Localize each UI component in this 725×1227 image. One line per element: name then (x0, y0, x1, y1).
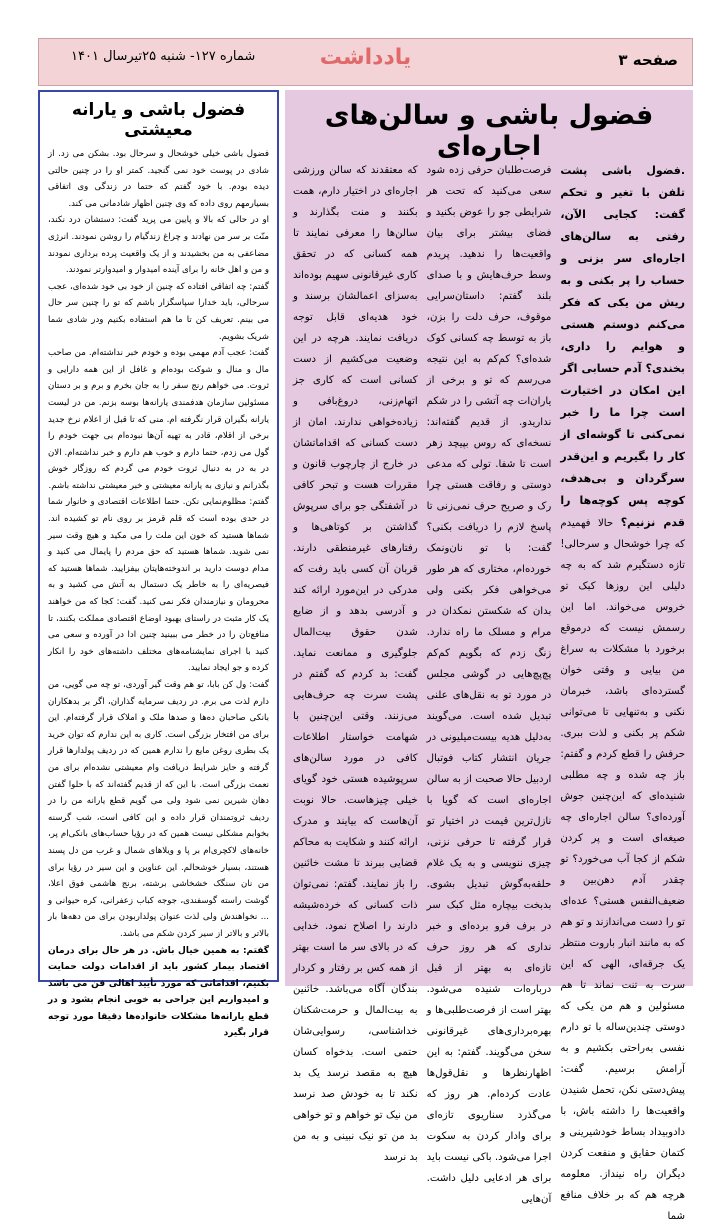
main-article-columns (292, 160, 685, 1222)
article-column-1-text: حالا فهمیدم که چرا خوشحال و سرحالی! تازه دستگیرم شد که به چه دلیلی این روزها کبک تو خروس می‌خواند. اما این رسمش نیست که درموقع برخورد با مشکلات به سراغ من بیایی و وقتی خوان گسترده‌ای باشد، خبرمان نکنی و به‌تنهایی تا می‌توانی شکم پر بکنی و لذت ببری. حرفش را قطع کردم و گفتم: باز چه شده و چه مطلبی شنیده‌ای که این‌چنین جوش آورده‌ای؟ سالن اجاره‌ای چه صیغه‌ای است و پر کردن شکم از کجا آب می‌خورد؟ تو چقدر آدم دهن‌بین و ضعیف‌النفس هستی؟ عده‌ای تو را دست می‌اندازند و تو هم که به مانند انبار باروت منتظر یک جرقه‌ای، الهی که این سرت به تنت نماند تا هم مسئولین و هم من یکی که دوستی چندین‌ساله با تو دارم نفسی به‌راحتی بکشیم و به آرامش برسیم. گفت: پیش‌دستی نکن، تحمل شنیدن واقعیت‌ها را داشته باش، با دادوبیداد بساط خودشیرینی و کتمان حقایق و منفعت کردن دیگران راه نینداز. معلومه هرچه هم که بر خلاف منافع شما (560, 518, 685, 1222)
article-column-2-text: فرصت‌طلبان حرفی زده شود سعی می‌کنید که تحت هر شرایطی جو را عوض بکنید و فضای بیشتر برای بیان واقعیت‌ها را ندهید. پریدم وسط حرف‌هایش و با صدای بلند گفتم: داستان‌سرایی موقوف، حرف دلت را بزن، باز به توسط چه کسانی کوک شده‌ای؟ کم‌کم به این نتیجه می‌رسم که تو و برخی از یاران‌ات چه آتشی را در شکم نداریدو. از قدیم گفته‌اند: نسخه‌ای که روس بپیچد زهر است تا شفا. تولی که مدعی دوستی و رفاقت هستی چرا رک و صریح حرف نمی‌زنی تا پاسخ لازم را دریافت بکنی؟ گفت: با تو نان‌ونمک خورده‌ام، مختاری که هر طور می‌خواهی فکر بکنی ولی بدان که شکستن نمکدان در مرام و مسلک ما راه ندارد. زنگ زدم که بگویم کم‌کم پچ‌پچ‌هایی در گوشی مجلس در مورد تو به نقل‌های علنی تبدیل شده است. می‌گویند به‌دلیل هدیه بیست‌میلیونی در جریان انتشار کتاب فوتبال اردبیل حالا صحبت از به سالن اجاره‌ای است که گویا با نازل‌ترین قیمت در اختیار تو قرار گرفته تا حرفی نزنی، چیزی ننویسی و به یک غلام حلقه‌به‌گوش تبدیل بشوی. بدبخت بیچاره مثل کبک سر در برف فرو برده‌ای و خبر نداری که هر روز حرف تازه‌ای به بهتر از قبل درباره‌ات شنیده می‌شود. بهتر است از فرصت‌طلبی‌ها و بهره‌برداری‌های غیرقانونی سخن می‌گویند. گفتم: به این اظهارنظرها و نقل‌قول‌ها عادت کرده‌ام. هر روز که می‌گذرد سناریوی تازه‌ای برای وادار کردن به سکوت اجرا می‌شود. باکی نیست باید برای هر ادعایی دلیل داشت. آن‌هایی (426, 165, 552, 1205)
side-article-title: فضول باشی و یارانه معیشتی (71, 100, 246, 140)
side-paragraph: گفتم: چه اتفاقی افتاده که چنین از خود بی خود شده‌ای، عجب سرحالی، باید خدارا سپاسگزار باشم که تو را چنین سر حال می بینم. تعریف کن تا ما هم استفاده بکنیم ودر شادی شما شریک بشویم. (48, 281, 269, 342)
issue-info: شماره ۱۲۷- شنبه ۲۵تیرسال ۱۴۰۱ (71, 49, 256, 64)
page-header (38, 38, 693, 86)
article-column-3 (292, 160, 418, 1163)
main-article-title: فضول باشی و سالن‌های اجاره‌ای (324, 100, 654, 162)
side-paragraph: او در حالی که بالا و پایین می پرید گفت: دستشان درد نکند، منّت بر سر من نهادند و چراغ زندگیام را روشن نمودند. انرژی مضاعفی به من بخشیدند و از یک واقعیت پرده برداری نمودند و من و اهل خانه را برای آینده امیدوار و امیدوارتر نمودند. (48, 215, 269, 276)
side-paragraph-conclusion: گفتم: به همین خیال باش. در هر حال برای درمان اقتصاد بیمار کشور باید از اقدامات دولت حمایت بکنیم، اقداماتی که مورد تأیید اهالی فن می باشد و امیدواریم این جراحی به خوبی انجام بشود و در قطع یارانه‌ها مشکلات خانواده‌ها دقیقا مورد توجه قرار بگیرد (48, 945, 269, 1039)
side-paragraph: گفت: ول کن بابا، تو هم وقت گیر آوردی، تو چه می گویی، من دارم لذت می برم. در ردیف سرمایه گذاران، اگر بر بدهکاران بانکی صاحبان ده‌ها و صدها ملک و املاک قرار گرفته‌ام. این برای من افتخار بزرگی است. کاری به این ندارم که توان خرید یک بطری روغن مایع را ندارم همین که در ردیف پولدارها قرار گرفته و حایز شرایط دریافت وام معیشتی نشده‌ام برای من نعمت بزرگی است. با این که از قدیم گفته‌اند که با حلوا گفتن دهان شیرین نمی شود ولی می گویم قطع یارانه من را در ردیف ثروتمندان قرار داده و این کافی است، شب گرسنه بخوابم مشکلی نیست همین که در رؤیا حساب‌های بانکی‌ام پر، خانه‌های لاکچری‌ام بر پا و ویلاهای شمال و غرب من دل پسند هستند، بسیار خوشحالم. این عناوین و این سیر در رؤیا برای من نان سنگک خشخاشی برشته، برنج هاشمی فوق اعلا، گوشت راسته گوسفندی، جوجه کباب زعفرانی، کره حیوانی و ... نخواهندش ولی لذت عنوان پولداربودن برای من دهه‌ها بار بالاتر و بالاتر از سیر کردن شکم می باشد. (48, 680, 269, 939)
side-article-box (38, 90, 279, 1039)
side-paragraph: گفتم: مظلوم‌نمایی نکن. حتما اطلاعات اقتصادی و خانوار شما در حدی بوده است که قلم قرمز بر روی نام تو کشیده اند. شماها هستید که خون این ملت را می مکید و هیچ وقت سیر نمی شوید. شماها هستید که حق مردم را پایمال می کنید و مدام دوست دارید بر اندوخته‌هایتان بیفزایید. شماها هستید که فیصریه‌ای را به خاطر یک دستمال به آتش می کشید و به محرومان و نیازمندان فکر نمی کنید. گفت: کجا که من خواهند یک کار مثبت در راستای بهبود اوضاع اقتصادی مملکت بکنند، تا منافع‌تان را در خطر می ببینید چنین ادا در آورده و سعی می کنید با اجرای نمایشنامه‌های مختلف داشته‌های خود را انکار کرده و جو ایجاد نمایید. (48, 497, 269, 674)
article-column-3-text: که معتقدند که سالن ورزشی اجاره‌ای در اختیار دارم، همت بکنند و منت بگذارند و سالن‌ها را معرفی نمایند تا همه کسانی که در تحقق کاری غیرقانونی سهیم بوده‌اند به‌سزای اعمالشان برسند و خود هدیه‌ای قابل توجه دریافت نمایند. هرچه در این وضعیت می‌کشیم از دست کسانی است که کاری جز اتهام‌زنی، دروغ‌بافی و زیاده‌خواهی ندارند. امان از دست کسانی که اقداماتشان در خارج از چارچوب قانون و مقررات هست و تبحر کافی در آشفتگی جو برای سرپوش گذاشتن بر کوتاهی‌ها و رفتارهای غیرمنطقی دارند. قربان آن کسی باید رفت که مدرکی در این‌مورد ارائه کند و آدرسی بدهد و از ضایع شدن حقوق بیت‌المال جلوگیری و ممانعت نماید. گفت: بد کردم که گفتم در پشت سرت چه حرف‌هایی می‌زنند. وقتی این‌چنین با شهامت خواستار اطلاعات کافی در مورد سالن‌های سرپوشیده هستی خود گویای خیلی چیزهاست. حالا نوبت آن‌هاست که بیایند و مدرک ارائه کنند و شکایت به محاکم قضایی ببرند تا مشت خائنین را باز نمایند. گفتم: نمی‌توان ذات کسانی که خرده‌شیشه دارند را اصلاح نمود. خدایی که در بالای سر ما است بهتر از همه کس بر رفتار و کردار بندگان آگاه می‌باشد. خائنین به بیت‌المال و حرمت‌شکنان خداشناسی، رسوایی‌شان حتمی است. بدخواه کسان هیچ به مقصد نرسد یک بد نکند تا به خودش صد نرسد من نیک تو خواهم و تو خواهی بد من تو نیک نبینی و به من بد نرسد (292, 165, 418, 1163)
side-paragraph: فضول باشی خیلی خوشحال و سرحال بود. بشکن می زد. از شادی در پوست خود نمی گنجید. کمتر او را در چنین حالتی دیده بودم. با خود گفتم که حتما در زندگی وی اتفاقی بسیارمهم روی داده که وی چنین اظهار شادمانی می کند. (48, 149, 269, 209)
section-title: یادداشت (319, 45, 412, 70)
main-article (285, 90, 693, 1222)
article-column-2 (426, 160, 552, 1205)
side-article-body (48, 146, 269, 1042)
side-paragraph: گفت: عجب آدم مهمی بوده و خودم خبر نداشته‌ام. من صاحب مال و منال و شوکت بوده‌ام و غافل از این همه دارایی و ثروت. می خواهم رنج سفر را به جان بخرم و برم و بر دستان مسئولین سازمان هدفمندی یارانه‌ها بوسه بزنم. من در لیست یارانه بگیران قرار نگرفته ام. منی که تا قبل از اعلام نرخ جدید برخی از اقلام، قادر به تهیه آن‌ها نبوده‌ام بی جهت خودم را گول می زدم، حتما دارم و خوب هم دارم و خبر نداشته‌ام. الان در به در به دنبال ثروت خودم می گردم که روزگار خوش بگذرانم و نیازی به یارانه معیشتی و خبر معیشتی نداشته باشم. (48, 348, 269, 491)
page-number: صفحه ۳ (618, 51, 678, 69)
article-column-1 (560, 160, 685, 1222)
newspaper-page (38, 38, 693, 1222)
article-lead-text: .فضول باشی پشت تلفن با تغیر و تحکم گفت: کجایی الآن، رفتی به سالن‌های اجاره‌ای سر بزنی و حساب را پر بکنی و به ریش من یکی که فکر می‌کنم دوستم هستی و هوایم را داری، بخندی؟ آدم حسابی اگر این امکان در اختیارت است چرا ما را خبر نمی‌کنی تا گوشه‌ای از کار را بگیریم و این‌قدر سرگردان و بی‌هدف، کوچه پس کوچه‌ها را قدم نزنیم؟ (560, 164, 685, 529)
